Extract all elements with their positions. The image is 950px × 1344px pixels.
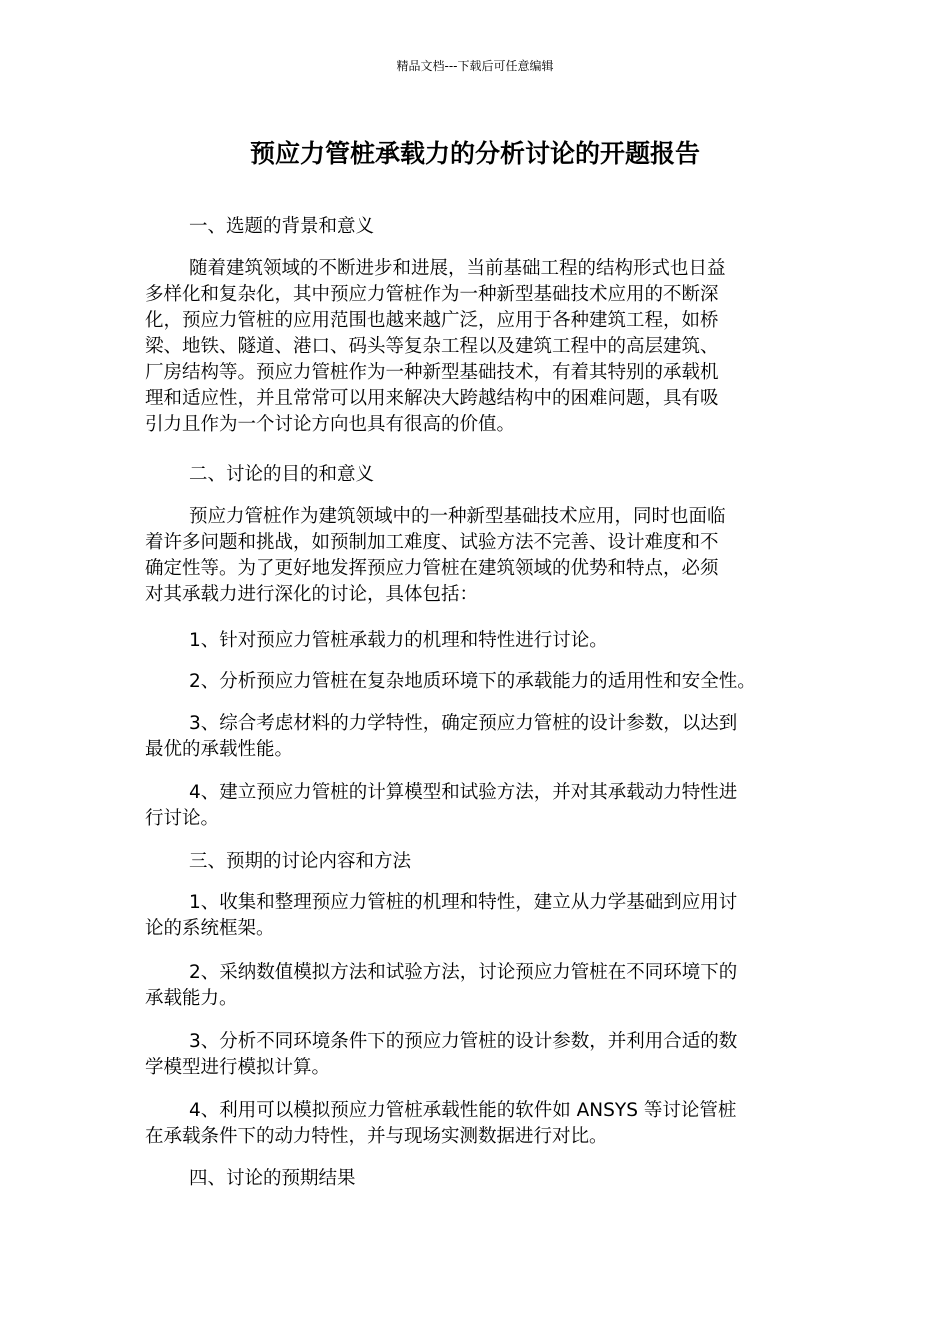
text-line: 一、选题的背景和意义 (189, 216, 375, 237)
text-line: 1、收集和整理预应力管桩的机理和特性，建立从力学基础到应用讨 (189, 892, 738, 913)
text-line: 3、分析不同环境条件下的预应力管桩的设计参数，并利用合适的数 (189, 1031, 738, 1052)
text-line: 对其承载力进行深化的讨论，具体包括： (145, 584, 479, 605)
text-line: 确定性等。为了更好地发挥预应力管桩在建筑领域的优势和特点，必须 (145, 558, 719, 579)
text-line: 4、建立预应力管桩的计算模型和试验方法，并对其承载动力特性进 (189, 782, 738, 803)
method-item-4 (145, 1098, 825, 1150)
text-line: 厂房结构等。预应力管桩作为一种新型基础技术，有着其特别的承载机 (145, 362, 719, 383)
paragraph-purpose (145, 504, 825, 608)
purpose-item-4 (145, 780, 825, 832)
text-line: 承载能力。 (145, 988, 238, 1009)
page-header-note: 精品文档---下载后可任意编辑 (396, 59, 554, 73)
section-heading-2 (145, 462, 825, 488)
text-line: 多样化和复杂化，其中预应力管桩作为一种新型基础技术应用的不断深 (145, 284, 719, 305)
method-item-3 (145, 1029, 825, 1081)
purpose-item-2 (145, 669, 825, 695)
text-line: 学模型进行模拟计算。 (145, 1057, 331, 1078)
text-line: 最优的承载性能。 (145, 739, 294, 760)
section-heading-1 (145, 214, 825, 240)
text-line: 梁、地铁、隧道、港口、码头等复杂工程以及建筑工程中的高层建筑、 (145, 336, 719, 357)
section-heading-4 (145, 1166, 825, 1192)
text-line: 4、利用可以模拟预应力管桩承载性能的软件如 ANSYS 等讨论管桩 (189, 1100, 737, 1121)
text-line: 3、综合考虑材料的力学特性，确定预应力管桩的设计参数，以达到 (189, 713, 738, 734)
purpose-item-3 (145, 711, 825, 763)
purpose-item-1 (145, 628, 825, 654)
section-heading-3 (145, 849, 825, 875)
text-line: 随着建筑领域的不断进步和进展，当前基础工程的结构形式也日益 (189, 258, 726, 279)
text-line: 1、针对预应力管桩承载力的机理和特性进行讨论。 (189, 630, 608, 651)
method-item-2 (145, 960, 825, 1012)
text-line: 四、讨论的预期结果 (189, 1168, 356, 1189)
text-line: 在承载条件下的动力特性，并与现场实测数据进行对比。 (145, 1126, 608, 1147)
text-line: 行讨论。 (145, 808, 220, 829)
text-line: 预应力管桩作为建筑领域中的一种新型基础技术应用，同时也面临 (189, 506, 726, 527)
text-line: 二、讨论的目的和意义 (189, 464, 375, 485)
text-line: 理和适应性，并且常常可以用来解决大跨越结构中的困难问题，具有吸 (145, 388, 719, 409)
text-line: 2、分析预应力管桩在复杂地质环境下的承载能力的适用性和安全性。 (189, 671, 756, 692)
text-line: 三、预期的讨论内容和方法 (189, 851, 412, 872)
text-line: 2、采纳数值模拟方法和试验方法，讨论预应力管桩在不同环境下的 (189, 962, 738, 983)
text-line: 化，预应力管桩的应用范围也越来越广泛，应用于各种建筑工程，如桥 (145, 310, 719, 331)
document-title: 预应力管桩承载力的分析讨论的开题报告 (249, 139, 700, 168)
text-line: 着许多问题和挑战，如预制加工难度、试验方法不完善、设计难度和不 (145, 532, 719, 553)
method-item-1 (145, 890, 825, 942)
text-line: 引力且作为一个讨论方向也具有很高的价值。 (145, 414, 516, 435)
text-line: 论的系统框架。 (145, 918, 275, 939)
paragraph-background (145, 256, 825, 438)
